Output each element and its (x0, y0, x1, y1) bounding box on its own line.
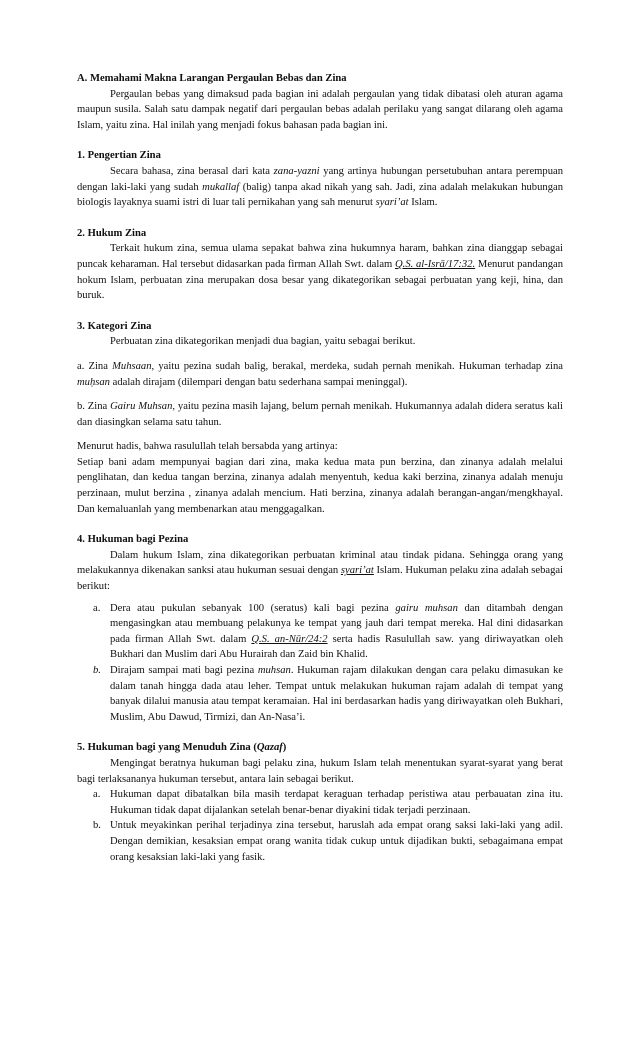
list-item: a. Dera atau pukulan sebanyak 100 (seratus) kali bagi pezina gairu muhsan dan ditambah dengan mengasingkan atau membuang pelakunya ke tempat yang jauh dari tempat mereka. Hal dini didasarkan pada firman Allah Swt. dalam Q.S. an-Nūr/24:2 serta hadis Rasulullah saw. yang diriwayatkan oleh Bukhari dan Muslim dari Abu Hurairah dan Zaid bin Khalid. (93, 602, 564, 661)
paragraph-hukum-zina: Terkait hukum zina, semua ulama sepakat bahwa zina hukumnya haram, bahkan zina dianggap sebagai puncak keharaman. Hal tersebut didasarkan pada firman Allah Swt. dalam Q.S. al-Isrā/17:32. Menurut pandangan hokum Islam, perbuatan zina merupakan dosa besar yang dikategorikan sebagai perbuatan yang keji, hina, dan buruk. (77, 243, 564, 302)
heading-kategori-zina: 3. Kategori Zina (77, 320, 152, 332)
paragraph-kategori-intro: Perbuatan zina dikategorikan menjadi dua bagian, yaitu sebagai berikut. (110, 336, 416, 348)
quran-reference: Q.S. an-Nūr/24:2 (251, 633, 328, 645)
heading-pengertian-zina: 1. Pengertian Zina (77, 150, 161, 162)
heading-hukuman-menuduh-zina: 5. Hukuman bagi yang Menuduh Zina (Qazaf) (77, 742, 287, 754)
paragraph-zina-gairu-muhsan: b. Zina Gairu Muhsan, yaitu pezina masih lajang, belum pernah menikah. Hukumannya adalah didera seratus kali dan diasingkan selama satu tahun. (77, 401, 564, 428)
list-item: b. Untuk meyakinkan perihal terjadinya zina tersebut, haruslah ada empat orang saksi laki-laki yang adil. Dengan demikian, kesaksian empat orang wanita tidak cukup untuk dijadikan bukti, sebagaimana empat orang kesaksian laki-laki yang fasik. (93, 820, 563, 863)
heading-hukuman-pezina: 4. Hukuman bagi Pezina (77, 534, 189, 546)
heading-hukum-zina: 2. Hukum Zina (77, 227, 147, 239)
document-page (77, 71, 563, 865)
paragraph-hukuman-menuduh: Mengingat beratnya hukuman bagi pelaku zina, hukum Islam telah menentukan syarat-syarat yang berat bagi terlaksananya hukuman tersebut, antara lain sebagai berikut. (77, 757, 563, 785)
paragraph-hadis-text: Setiap bani adam mempunyai bagian dari zina, maka kedua mata pun berzina, dan zinanya adalah melalui penglihatan, dan kedua tangan berzina, zinanya adalah menyentuh, kedua kaki berzina, zinanya adalah menuju perzinaan, mulut berzina , zinanya adalah mencium. Hati berzina, zinanya adalah berangan-angan/mengkhayal. Dan kemaluanlah yang membenarkan atau menggagalkan. (77, 456, 563, 515)
list-item: a. Hukuman dapat dibatalkan bila masih terdapat keraguan terhadap peristiwa atau perbauatan zina itu. Hukuman tidak dapat dijalankan setelah benar-benar diyakini tidak terjadi perzinaan. (93, 789, 563, 816)
paragraph-hukuman-pezina: Dalam hukum Islam, zina dikategorikan perbuatan kriminal atau tindak pidana. Sehingga orang yang melakukannya dikenakan sanksi atau hukuman sesuai dengan syari’at Islam. Hukuman pelaku zina adalah sebagai berikut: (77, 549, 564, 593)
syarat-list (77, 787, 563, 865)
paragraph-pengertian-zina: Secara bahasa, zina berasal dari kata zana-yazni yang artinya hubungan persetubuhan antara perempuan dengan laki-laki yang sudah mukallaf (balig) tanpa akad nikah yang sah. Jadi, zina adalah melakukan hubungan biologis layaknya suami istri di luar tali pernikahan yang sah menurut syari’at Islam. (77, 165, 563, 209)
list-item: b. Dirajam sampai mati bagi pezina muhsan. Hukuman rajam dilakukan dengan cara pelaku dimasukan ke dalam tanah hingga dada atau leher. Tempat untuk melakukan hukuman rajam adalah di tempat yang banyak dilalui manusia atau tempat keramaian. Hal ini berdasarkan hadis yang diriwayatkan oleh Bukhari, Muslim, Abu Dawud, Tirmizi, dan An-Nasa’i. (93, 665, 563, 723)
heading-section-a: A. Memahami Makna Larangan Pergaulan Bebas dan Zina (77, 73, 347, 84)
hukuman-list (77, 601, 563, 726)
paragraph-hadis-intro: Menurut hadis, bahwa rasulullah telah bersabda yang artinya: (77, 441, 338, 453)
quran-reference: Q.S. al-Isrā/17:32. (395, 258, 476, 270)
paragraph-section-a: Pergaulan bebas yang dimaksud pada bagian ini adalah pergaulan yang tidak dibatasi oleh aturan agama maupun susila. Salah satu dampak negatif dari pergaulan bebas adalah perilaku yang sangat dilarang oleh agama Islam, yaitu zina. Hal inilah yang menjadi fokus bahasan pada bagian ini. (77, 88, 563, 131)
paragraph-zina-muhsaan: a. Zina Muhsaan, yaitu pezina sudah balig, berakal, merdeka, sudah pernah menikah. Hukuman terhadap zina muḥsan adalah dirajam (dilempari dengan batu sederhana sampai meninggal). (77, 360, 563, 388)
